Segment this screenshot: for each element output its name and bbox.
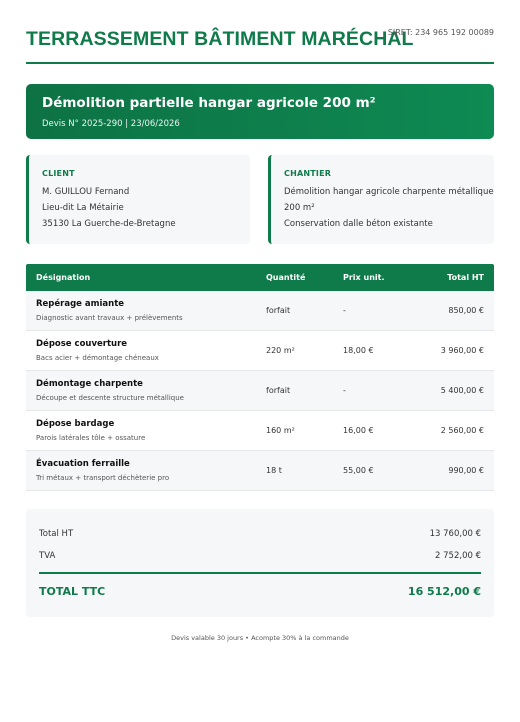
column-header-designation: Désignation [36,273,91,282]
quote-banner [26,84,494,139]
item-description: Parois latérales tôle + ossature [36,434,146,442]
item-total: 850,00 € [448,306,484,315]
item-quantity: 220 m² [266,346,295,355]
item-unit-price: - [343,386,346,395]
item-name: Repérage amiante [36,299,125,309]
item-name: Dépose couverture [36,339,128,349]
item-total: 3 960,00 € [440,346,484,355]
item-total: 990,00 € [448,466,484,475]
item-description: Tri métaux + transport déchèterie pro [36,474,170,482]
item-description: Découpe et descente structure métallique [36,394,184,402]
item-quantity: 160 m² [266,426,295,435]
total-ht-value: 13 760,00 € [429,529,481,539]
quote-title: Démolition partielle hangar agricole 200 m² [42,95,376,111]
item-unit-price: 16,00 € [343,426,374,435]
client-heading: CLIENT [42,169,75,178]
table-row [26,371,494,411]
table-row [26,331,494,371]
item-name: Évacuation ferraille [36,459,130,469]
item-total: 5 400,00 € [440,386,484,395]
item-quantity: 18 t [266,466,282,475]
client-name: M. GUILLOU Fernand [42,187,130,197]
quote-number-date: Devis N° 2025-290 | 23/06/2026 [42,119,180,129]
site-line: Démolition hangar agricole charpente métallique [284,187,494,197]
tva-label: TVA [39,551,56,561]
item-total: 2 560,00 € [440,426,484,435]
item-quantity: forfait [266,306,291,315]
column-header-unit-price: Prix unit. [343,273,385,282]
total-ttc-value: 16 512,00 € [407,585,481,598]
item-quantity: forfait [266,386,291,395]
document-header [26,24,494,64]
header-divider [26,62,494,64]
validity-note: Devis valable 30 jours • Acompte 30% à la commande [171,634,349,642]
column-header-quantity: Quantité [266,273,306,282]
site-card [268,155,494,244]
table-row [26,411,494,451]
item-name: Démontage charpente [36,379,143,389]
client-address-line: Lieu-dit La Métairie [42,203,124,213]
table-row [26,291,494,331]
total-ttc-label: TOTAL TTC [39,585,106,598]
table-header [26,264,494,291]
company-name: TERRASSEMENT BÂTIMENT MARÉCHAL [26,28,414,50]
total-ht-label: Total HT [39,529,74,539]
item-description: Bacs acier + démontage chéneaux [36,354,159,362]
totals-panel [26,509,494,617]
item-name: Dépose bardage [36,419,115,429]
client-card [26,155,250,244]
item-unit-price: 55,00 € [343,466,374,475]
site-line: Conservation dalle béton existante [284,219,433,229]
items-table [26,264,494,491]
siret-number: SIRET: 234 965 192 00089 [387,28,494,37]
table-row [26,451,494,491]
item-description: Diagnostic avant travaux + prélèvements [36,314,183,322]
client-city: 35130 La Guerche-de-Bretagne [42,219,176,229]
column-header-total: Total HT [447,273,484,282]
tva-value: 2 752,00 € [435,551,481,561]
site-heading: CHANTIER [284,169,332,178]
site-line: 200 m² [284,203,315,213]
totals-divider [39,572,481,574]
item-unit-price: - [343,306,346,315]
item-unit-price: 18,00 € [343,346,374,355]
